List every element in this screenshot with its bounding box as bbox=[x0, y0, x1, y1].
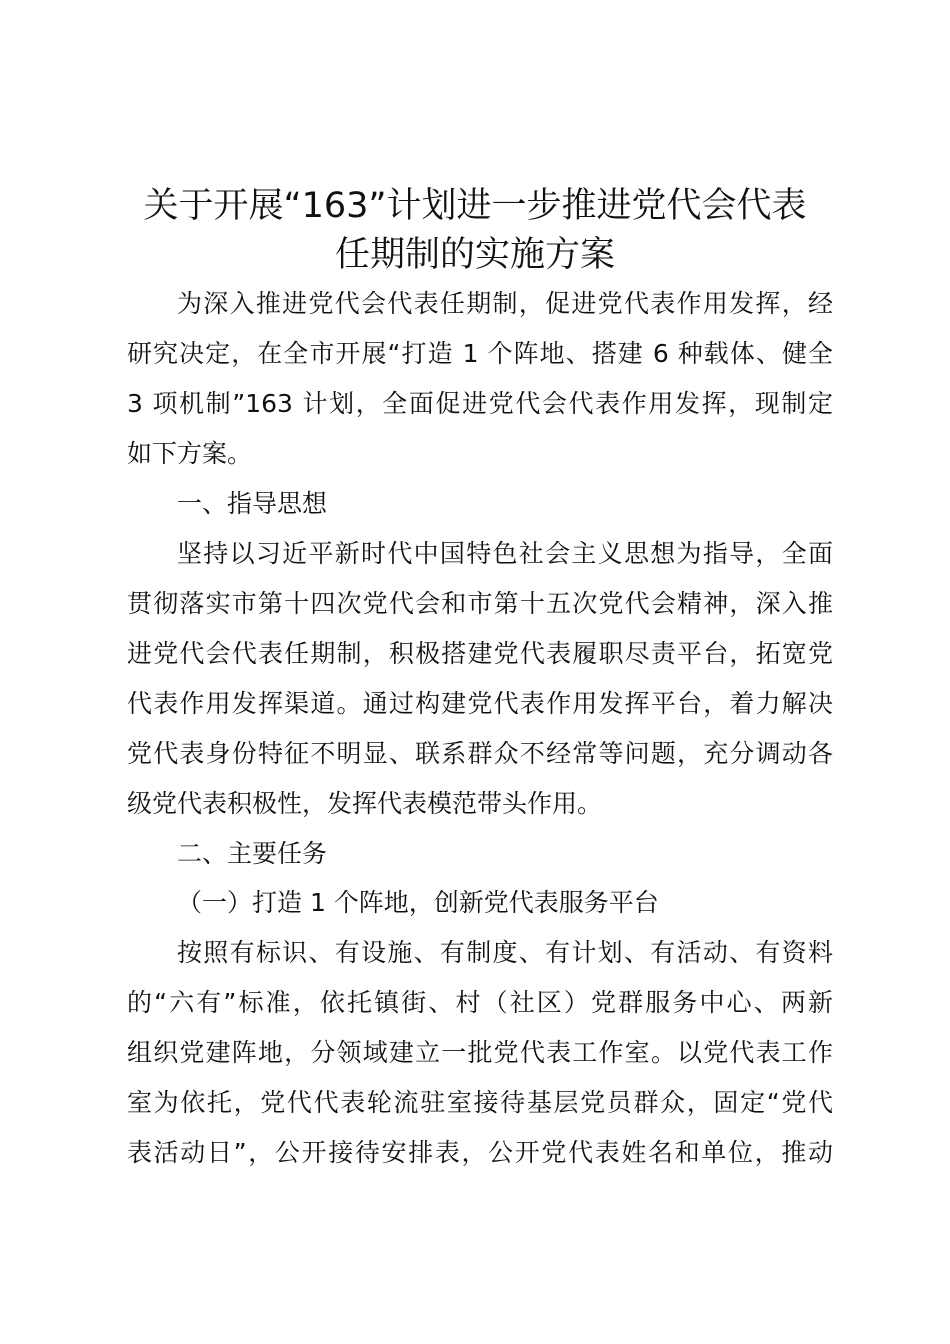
section1-line-5: 党代表身份特征不明显、联系群众不经常等问题，充分调动各 bbox=[127, 739, 833, 768]
intro-line-1: 为深入推进党代会代表任期制，促进党代表作用发挥，经 bbox=[177, 289, 833, 318]
subsection-heading-1: （一）打造 1 个阵地，创新党代表服务平台 bbox=[177, 888, 659, 917]
intro-line-3: 3 项机制”163 计划，全面促进党代会代表作用发挥，现制定 bbox=[127, 389, 833, 418]
section1-line-4: 代表作用发挥渠道。通过构建党代表作用发挥平台，着力解决 bbox=[127, 689, 833, 718]
subsection1-line-1: 按照有标识、有设施、有制度、有计划、有活动、有资料 bbox=[177, 938, 833, 967]
section1-line-2: 贯彻落实市第十四次党代会和市第十五次党代会精神，深入推 bbox=[127, 589, 833, 618]
subsection1-line-2: 的“六有”标准，依托镇街、村（社区）党群服务中心、两新 bbox=[127, 988, 833, 1017]
section-heading-2: 二、主要任务 bbox=[177, 839, 328, 868]
subsection1-line-4: 室为依托，党代代表轮流驻室接待基层党员群众，固定“党代 bbox=[127, 1088, 833, 1117]
subsection1-line-3: 组织党建阵地，分领域建立一批党代表工作室。以党代表工作 bbox=[127, 1038, 833, 1067]
document-title-line-2: 任期制的实施方案 bbox=[334, 235, 615, 275]
intro-line-4: 如下方案。 bbox=[127, 439, 253, 468]
section1-line-3: 进党代会代表任期制，积极搭建党代表履职尽责平台，拓宽党 bbox=[127, 639, 833, 668]
section-heading-1: 一、指导思想 bbox=[177, 489, 328, 518]
section1-line-6: 级党代表积极性，发挥代表模范带头作用。 bbox=[127, 789, 603, 818]
section1-line-1: 坚持以习近平新时代中国特色社会主义思想为指导，全面 bbox=[177, 539, 833, 568]
intro-line-2: 研究决定，在全市开展“打造 1 个阵地、搭建 6 种载体、健全 bbox=[127, 339, 833, 368]
document-title-line-1: 关于开展“163”计划进一步推进党代会代表 bbox=[143, 186, 807, 226]
subsection1-line-5: 表活动日”，公开接待安排表，公开党代表姓名和单位，推动 bbox=[127, 1138, 833, 1167]
